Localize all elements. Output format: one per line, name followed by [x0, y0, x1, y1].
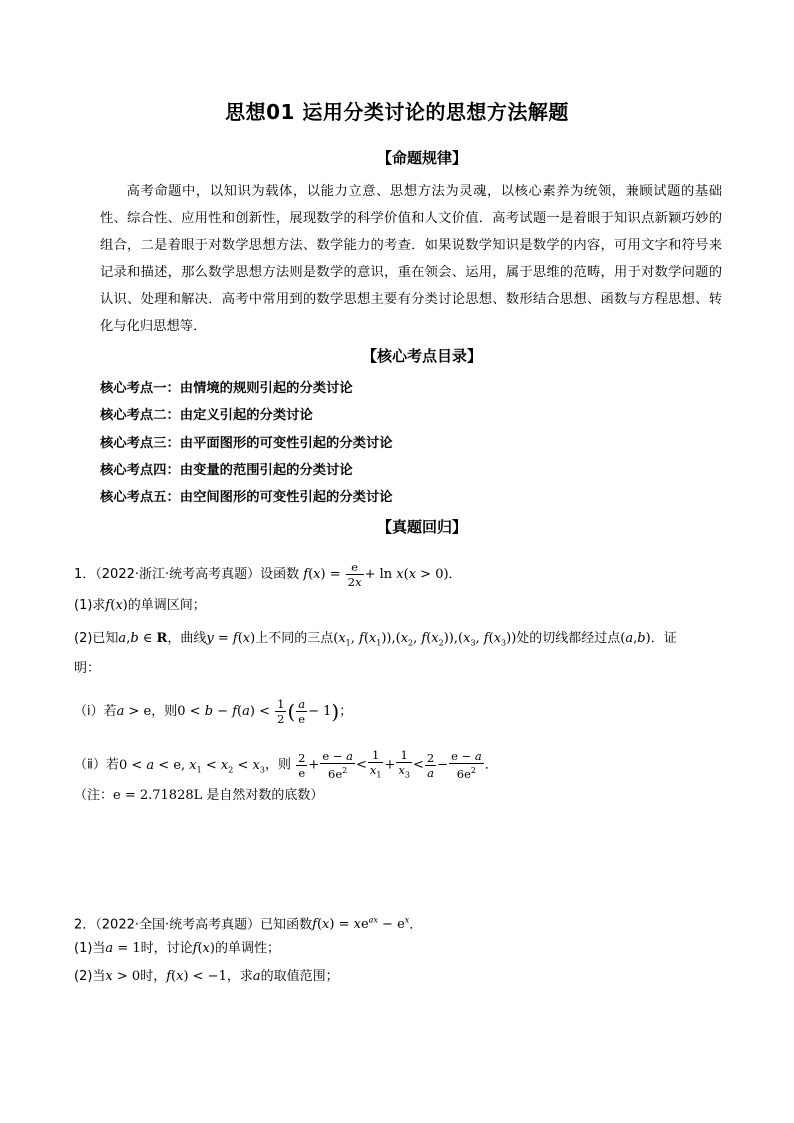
q1-part2-text-d: 处的切线都经过点	[516, 631, 621, 646]
q1-note-open: （注：	[74, 788, 114, 803]
q2-stem-text: 2．（2022·全国·统考高考真题）已知函数	[74, 917, 313, 933]
q2-part2-text-c: ，求	[226, 969, 253, 984]
page-title: 思想01 运用分类讨论的思想方法解题	[225, 100, 569, 124]
q2-part1-text-b: 时，讨论	[140, 941, 193, 956]
q1-note-value: e = 2.71828L	[113, 788, 203, 803]
q2-part2-text-b: 时，	[140, 969, 167, 984]
toc-item[interactable]: 核心考点三：由平面图形的可变性引起的分类讨论	[100, 435, 393, 451]
q1-ii-label: （ⅱ）若	[74, 757, 119, 773]
section-heading-rule: 【命题规律】	[376, 149, 467, 167]
q1-part2-continued: 明：	[74, 661, 101, 676]
q2-part2-text-d: 的取值范围；	[260, 969, 339, 984]
q1-part2-label: (2)已知	[74, 631, 119, 646]
q1-part1-text: 的单调区间；	[127, 598, 206, 613]
toc-item[interactable]: 核心考点五：由空间图形的可变性引起的分类讨论	[100, 490, 393, 506]
q2-part1: (1)当a = 1时，讨论f(x)的单调性；	[74, 941, 280, 956]
toc-item[interactable]: 核心考点一：由情境的规则引起的分类讨论	[100, 381, 353, 396]
q1-part1-label: (1)求	[74, 598, 106, 613]
q1-part2-text-e: ．证	[650, 631, 677, 646]
q1-fraction: $\frac{e}{2x}$	[347, 560, 362, 589]
q1-note-close: 是自然对数的底数）	[202, 788, 324, 803]
section-heading-toc: 【核心考点目录】	[361, 347, 482, 365]
q1-stem-text: 1．（2022·浙江·统考高考真题）设函数	[74, 567, 300, 582]
q1-part2-i: （ⅰ）若a > e，则0 < b − f(a) < $\frac{1}{2}$ ( $\frac{a}{e}$ − 1)；	[74, 697, 353, 726]
q1-function-formula: f	[303, 567, 309, 582]
q1-part2-text-c: 上不同的三点	[255, 631, 334, 646]
q1-note	[74, 786, 323, 806]
q2-part1-text-c: 的单调性；	[214, 941, 280, 956]
section-heading-real-exams: 【真题回归】	[376, 518, 467, 536]
q2-part1-label: (1)当	[74, 941, 106, 956]
q1-part2: (2)已知a,b ∈ R，曲线y = f(x)上不同的三点($x_1$, $f(x_1)),(x_2$, $f(x_2)),(x_3$, $f(x_3)$)处的切线都经过点(a,b)．证	[74, 631, 677, 648]
q1-i-mid: ，则	[151, 704, 178, 719]
q2-stem: 2．（2022·全国·统考高考真题）已知函数$f(x) = xe^{ax} - e^x$．	[74, 916, 423, 933]
q2-part2-label: (2)当	[74, 969, 106, 984]
q1-ii-mid: ，则	[264, 757, 291, 773]
toc-item[interactable]: 核心考点二：由定义引起的分类讨论	[100, 408, 313, 424]
intro-paragraph	[100, 178, 722, 341]
q1-part2-ii: （ⅱ）若0 < a < e, $x_1 < x_2 < x_3$，则 $\frac{2}{e}$ + $\frac{e - a}{6e^2}$ < $\frac{1}{x_1}$ + $\frac{1}{x_3}$ < $\frac{2}{a}$ − $\frac{e - a}{6e^2}$ ．	[74, 748, 498, 782]
toc-list	[100, 375, 393, 511]
toc-item[interactable]: 核心考点四：由变量的范围引起的分类讨论	[100, 462, 353, 478]
q1-stem: 1．（2022·浙江·统考高考真题）设函数 f(x) = $\frac{e}{2x}$ + ln x(x > 0)．	[74, 560, 462, 589]
intro-text: 高考命题中，以知识为载体，以能力立意、思想方法为灵魂，以核心素养为统领，兼顾试题的基础性、综合性、应用性和创新性，展现数学的科学价值和人文价值．高考试题一是着眼于知识点新颖巧妙的组合，二是着眼于对数学思想方法、数学能力的考查．如果说数学知识是数学的内容，可用文字和符号来记录和描述，那么数学思想方法则是数学的意识，重在领会、运用，属于思维的范畴，用于对数学问题的认识、处理和解决．高考中常用到的数学思想主要有分类讨论思想、数形结合思想、函数与方程思想、转化与化归思想等．	[100, 184, 722, 335]
q1-part1: (1)求f(x)的单调区间；	[74, 598, 206, 613]
q1-part2-text-b: ，曲线	[167, 631, 207, 646]
q1-i-label: （ⅰ）若	[74, 704, 117, 719]
q2-part2: (2)当x > 0时，f(x) < −1，求a的取值范围；	[74, 969, 339, 984]
